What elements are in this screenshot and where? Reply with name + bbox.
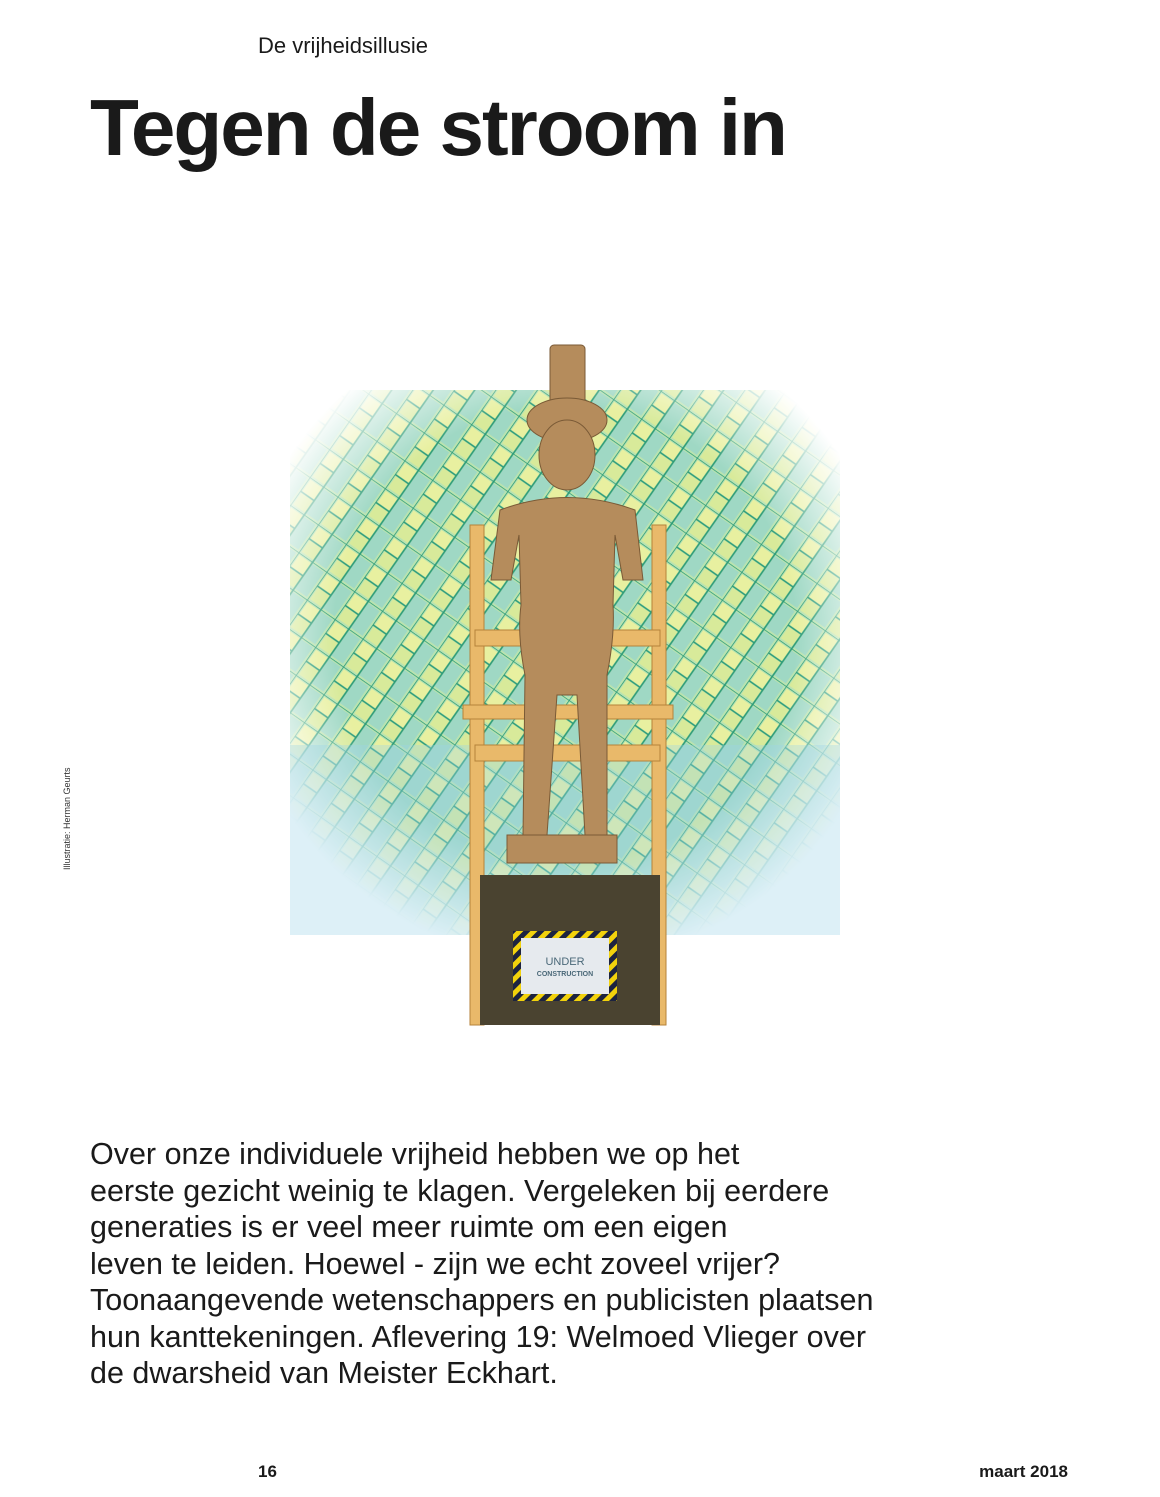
intro-paragraph [90, 1136, 910, 1392]
intro-line: de dwarsheid van Meister Eckhart. [90, 1356, 558, 1390]
issue-date: maart 2018 [979, 1462, 1068, 1481]
intro-line: leven te leiden. Hoewel - zijn we echt zoveel vrijer? [90, 1246, 780, 1281]
article-title: Tegen de stroom in [90, 83, 786, 172]
intro-line: generaties is er veel meer ruimte om een eigen [90, 1210, 728, 1244]
illustration-credit: Illustratie: Herman Geurts [62, 767, 72, 870]
sign-line2: CONSTRUCTION [536, 971, 594, 978]
section-kicker: De vrijheidsillusie [258, 33, 428, 58]
intro-line: eerste gezicht weinig te klagen. Vergeleken bij eerdere [90, 1173, 830, 1208]
intro-line: Toonaangevende wetenschappers en publicisten plaatsen [90, 1283, 874, 1317]
intro-line: Over onze individuele vrijheid hebben we op het [90, 1137, 740, 1171]
statue-illustration [285, 335, 845, 1030]
under-construction-sign [513, 931, 617, 1001]
sign-line1: UNDER [545, 956, 585, 968]
intro-line: hun kanttekeningen. Aflevering 19: Welmoed Vlieger over [90, 1319, 866, 1354]
page-number: 16 [258, 1462, 277, 1481]
